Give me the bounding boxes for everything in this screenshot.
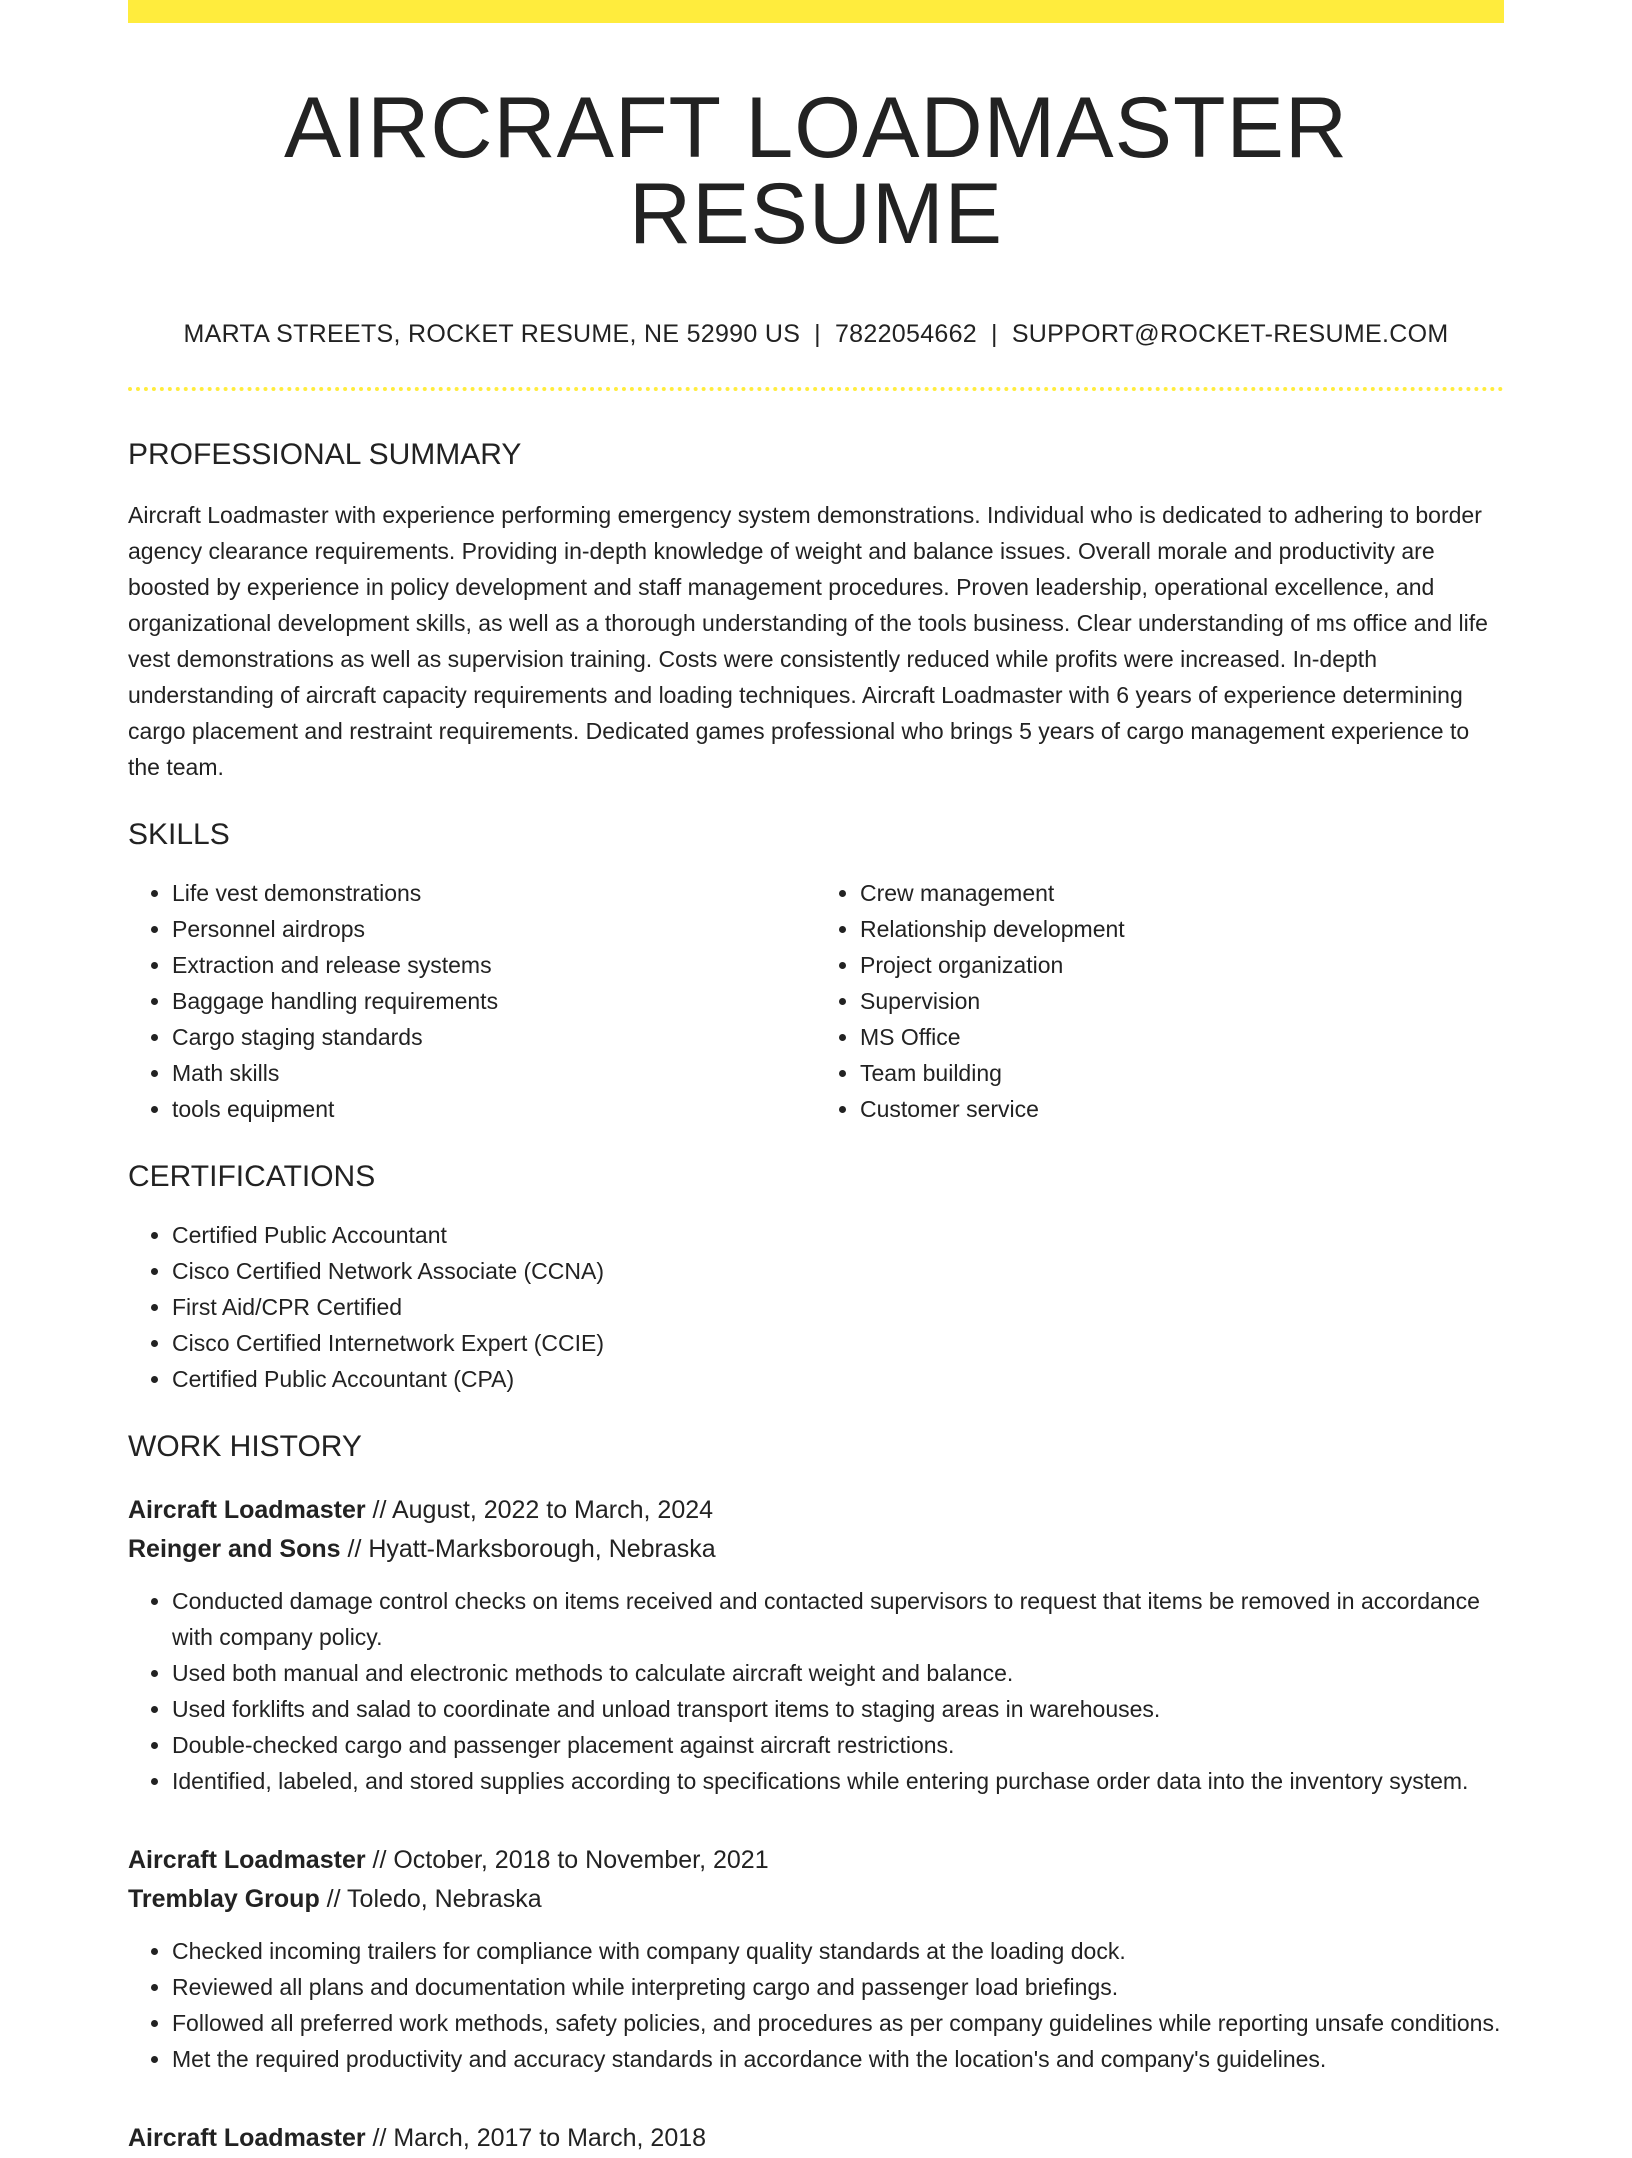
job-title-line [128, 1841, 1504, 1880]
certifications-list [128, 1217, 1504, 1397]
job-title: Aircraft Loadmaster [128, 1496, 366, 1524]
dotted-divider [128, 387, 1504, 391]
skill-item: • Supervision [860, 983, 1504, 1019]
skill-item: • Team building [860, 1055, 1504, 1091]
certification-item: • Certified Public Accountant [172, 1217, 1504, 1253]
job-dates: // October, 2018 to November, 2021 [365, 1846, 769, 1874]
skill-item: • Cargo staging standards [172, 1019, 816, 1055]
contact-separator: | [991, 320, 998, 348]
job-bullet: • Used forklifts and salad to coordinate and unload transport items to staging areas in warehouses. [172, 1691, 1504, 1727]
job-bullet: • Reviewed all plans and documentation while interpreting cargo and passenger load briefings. [172, 1969, 1504, 2005]
skills-heading: SKILLS [128, 818, 230, 851]
certification-item: • First Aid/CPR Certified [172, 1289, 1504, 1325]
job-bullet: • Double-checked cargo and passenger placement against aircraft restrictions. [172, 1727, 1504, 1763]
certifications-heading: CERTIFICATIONS [128, 1160, 376, 1193]
skill-item: • Life vest demonstrations [172, 875, 816, 911]
job-bullet: • Checked incoming trailers for compliance with company quality standards at the loading dock. [172, 1933, 1504, 1969]
certification-item: • Cisco Certified Network Associate (CCNA) [172, 1253, 1504, 1289]
job-title-line [128, 1491, 1504, 1530]
job-company-line [128, 1880, 1504, 1919]
job-bullet: • Identified, labeled, and stored supplies according to specifications while entering purchase order data into the inventory system. [172, 1763, 1504, 1799]
contact-address: MARTA STREETS, ROCKET RESUME, NE 52990 US [183, 320, 801, 348]
job-company: Reinger and Sons [128, 1535, 341, 1563]
contact-line [128, 319, 1504, 349]
contact-separator: | [814, 320, 821, 348]
skill-item: • Baggage handling requirements [172, 983, 816, 1019]
job-bullet: • Conducted damage control checks on items received and contacted supervisors to request that items be removed in accordance with company policy. [172, 1583, 1504, 1655]
skill-item: • Customer service [860, 1091, 1504, 1127]
certification-item: • Cisco Certified Internetwork Expert (CCIE) [172, 1325, 1504, 1361]
job-entry [128, 2119, 1504, 2158]
job-dates: // August, 2022 to March, 2024 [365, 1496, 714, 1524]
skill-item: • Extraction and release systems [172, 947, 816, 983]
skill-item: • tools equipment [172, 1091, 816, 1127]
job-bullets [128, 1933, 1504, 2077]
contact-phone: 7822054662 [834, 320, 978, 348]
certification-item: • Certified Public Accountant (CPA) [172, 1361, 1504, 1397]
summary-text: Aircraft Loadmaster with experience performing emergency system demonstrations. Individual who is dedicated to adhering to border agency clearance requirements. Providing in-depth knowledge of weight and balance issues. Overall morale and productivity are boosted by experience in policy development and staff management procedures. Proven leadership, operational excellence, and organizational development skills, as well as a thorough understanding of the tools business. Clear understanding of ms office and life vest demonstrations as well as supervision training. Costs were consistently reduced while profits were increased. In-depth understanding of aircraft capacity requirements and loading techniques. Aircraft Loadmaster with 6 years of experience determining cargo placement and restraint requirements. Dedicated games professional who brings 5 years of cargo management experience to the team. [128, 502, 1488, 780]
job-location: // Hyatt-Marksborough, Nebraska [340, 1535, 716, 1563]
skills-list-right [816, 875, 1504, 1127]
job-bullets [128, 1583, 1504, 1799]
resume-page [128, 0, 1504, 2158]
summary-heading: PROFESSIONAL SUMMARY [128, 438, 522, 471]
skill-item: • Personnel airdrops [172, 911, 816, 947]
job-company-line [128, 1530, 1504, 1569]
job-title: Aircraft Loadmaster [128, 2124, 366, 2152]
job-bullet: • Met the required productivity and accuracy standards in accordance with the location's and company's guidelines. [172, 2041, 1504, 2077]
job-entry [128, 1841, 1504, 2077]
skills-grid [128, 875, 1504, 1127]
contact-email: SUPPORT@ROCKET-RESUME.COM [1011, 320, 1449, 348]
skill-item: • MS Office [860, 1019, 1504, 1055]
job-title: Aircraft Loadmaster [128, 1846, 366, 1874]
job-dates: // March, 2017 to March, 2018 [365, 2124, 707, 2152]
job-entry [128, 1491, 1504, 1799]
skills-list-left [128, 875, 816, 1127]
job-bullet: • Used both manual and electronic methods to calculate aircraft weight and balance. [172, 1655, 1504, 1691]
job-company: Tremblay Group [128, 1885, 320, 1913]
job-bullet: • Followed all preferred work methods, safety policies, and procedures as per company guidelines while reporting unsafe conditions. [172, 2005, 1504, 2041]
accent-top-bar [128, 0, 1504, 23]
skill-item: • Relationship development [860, 911, 1504, 947]
work-history-heading: WORK HISTORY [128, 1430, 362, 1463]
job-title-line [128, 2119, 1504, 2158]
skill-item: • Crew management [860, 875, 1504, 911]
skill-item: • Math skills [172, 1055, 816, 1091]
job-location: // Toledo, Nebraska [319, 1885, 542, 1913]
resume-title: AIRCRAFT LOADMASTER RESUME [284, 80, 1348, 262]
skill-item: • Project organization [860, 947, 1504, 983]
